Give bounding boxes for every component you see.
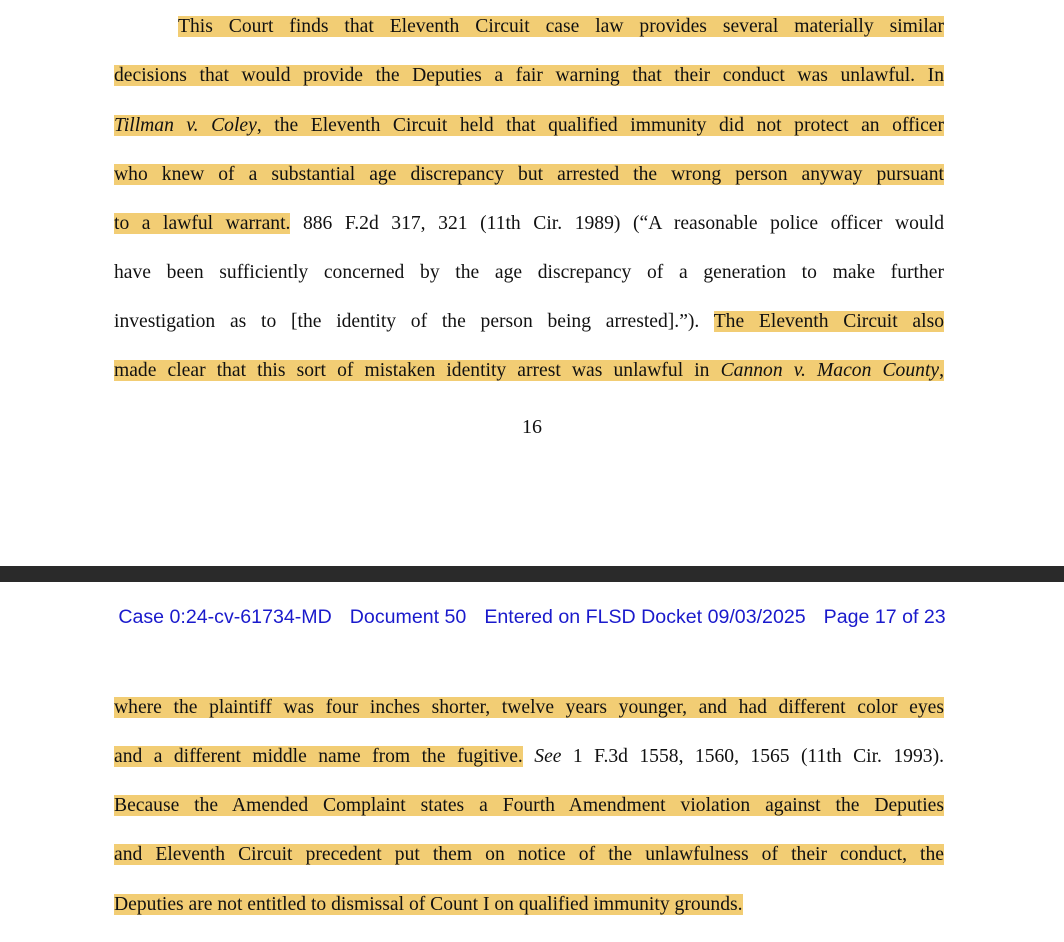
docket-entry-date: Entered on FLSD Docket 09/03/2025: [484, 606, 806, 628]
text-segment: Deputies are not entitled to dismissal of Count I on qualified immunity grounds.: [114, 894, 743, 915]
text-line: [114, 306, 944, 338]
text-segment: have been sufficiently concerned by the age discrepancy of a generation to make further: [114, 262, 944, 283]
text-segment: to a lawful warrant.: [114, 213, 291, 234]
text-segment: investigation as to [the identity of the person being arrested].”).: [114, 311, 714, 332]
text-line: [114, 790, 944, 822]
text-segment: Because the Amended Complaint states a Fourth Amendment violation against the Deputies: [114, 795, 944, 816]
text-segment: who knew of a substantial age discrepancy but arrested the wrong person anyway pursuant: [114, 164, 944, 185]
text-line: [114, 208, 944, 240]
page-divider: [0, 566, 1064, 582]
text-line: [114, 11, 944, 43]
text-segment: 1 F.3d 1558, 1560, 1565 (11th Cir. 1993).: [561, 746, 944, 767]
text-segment: ,: [939, 360, 944, 381]
text-line: [114, 692, 944, 724]
text-segment: made clear that this sort of mistaken identity arrest was unlawful in: [114, 360, 721, 381]
page-count: Page 17 of 23: [823, 606, 946, 628]
text-line: [114, 355, 944, 387]
text-line: [114, 159, 944, 191]
case-citation: Tillman v. Coley: [114, 115, 257, 136]
text-segment: The Eleventh Circuit also: [713, 311, 944, 332]
text-segment: and a different middle name from the fugitive.: [114, 746, 523, 767]
text-segment: decisions that would provide the Deputies a fair warning that their conduct was unlawful. In: [114, 65, 944, 86]
text-line: [114, 741, 944, 773]
text-segment: and Eleventh Circuit precedent put them on notice of the unlawfulness of their conduct, the: [114, 844, 944, 865]
text-line: [114, 257, 944, 289]
text-segment: , the Eleventh Circuit held that qualified immunity did not protect an officer: [256, 115, 944, 136]
page-number: 16: [522, 416, 542, 438]
case-number: Case 0:24-cv-61734-MD: [118, 606, 332, 628]
text-line: [114, 889, 944, 921]
text-segment: [523, 746, 534, 767]
document-number: Document 50: [349, 606, 467, 628]
docket-header: [0, 603, 1064, 631]
text-segment: This Court finds that Eleventh Circuit case law provides several materially similar: [178, 16, 944, 37]
text-segment: 886 F.2d 317, 321 (11th Cir. 1989) (“A reasonable police officer would: [290, 213, 944, 234]
case-citation: See: [534, 746, 562, 767]
text-line: [114, 839, 944, 871]
case-citation: Cannon v. Macon County: [720, 360, 940, 381]
text-segment: where the plaintiff was four inches shorter, twelve years younger, and had different color eyes: [114, 697, 944, 718]
text-line: [114, 60, 944, 92]
text-line: [114, 110, 944, 142]
